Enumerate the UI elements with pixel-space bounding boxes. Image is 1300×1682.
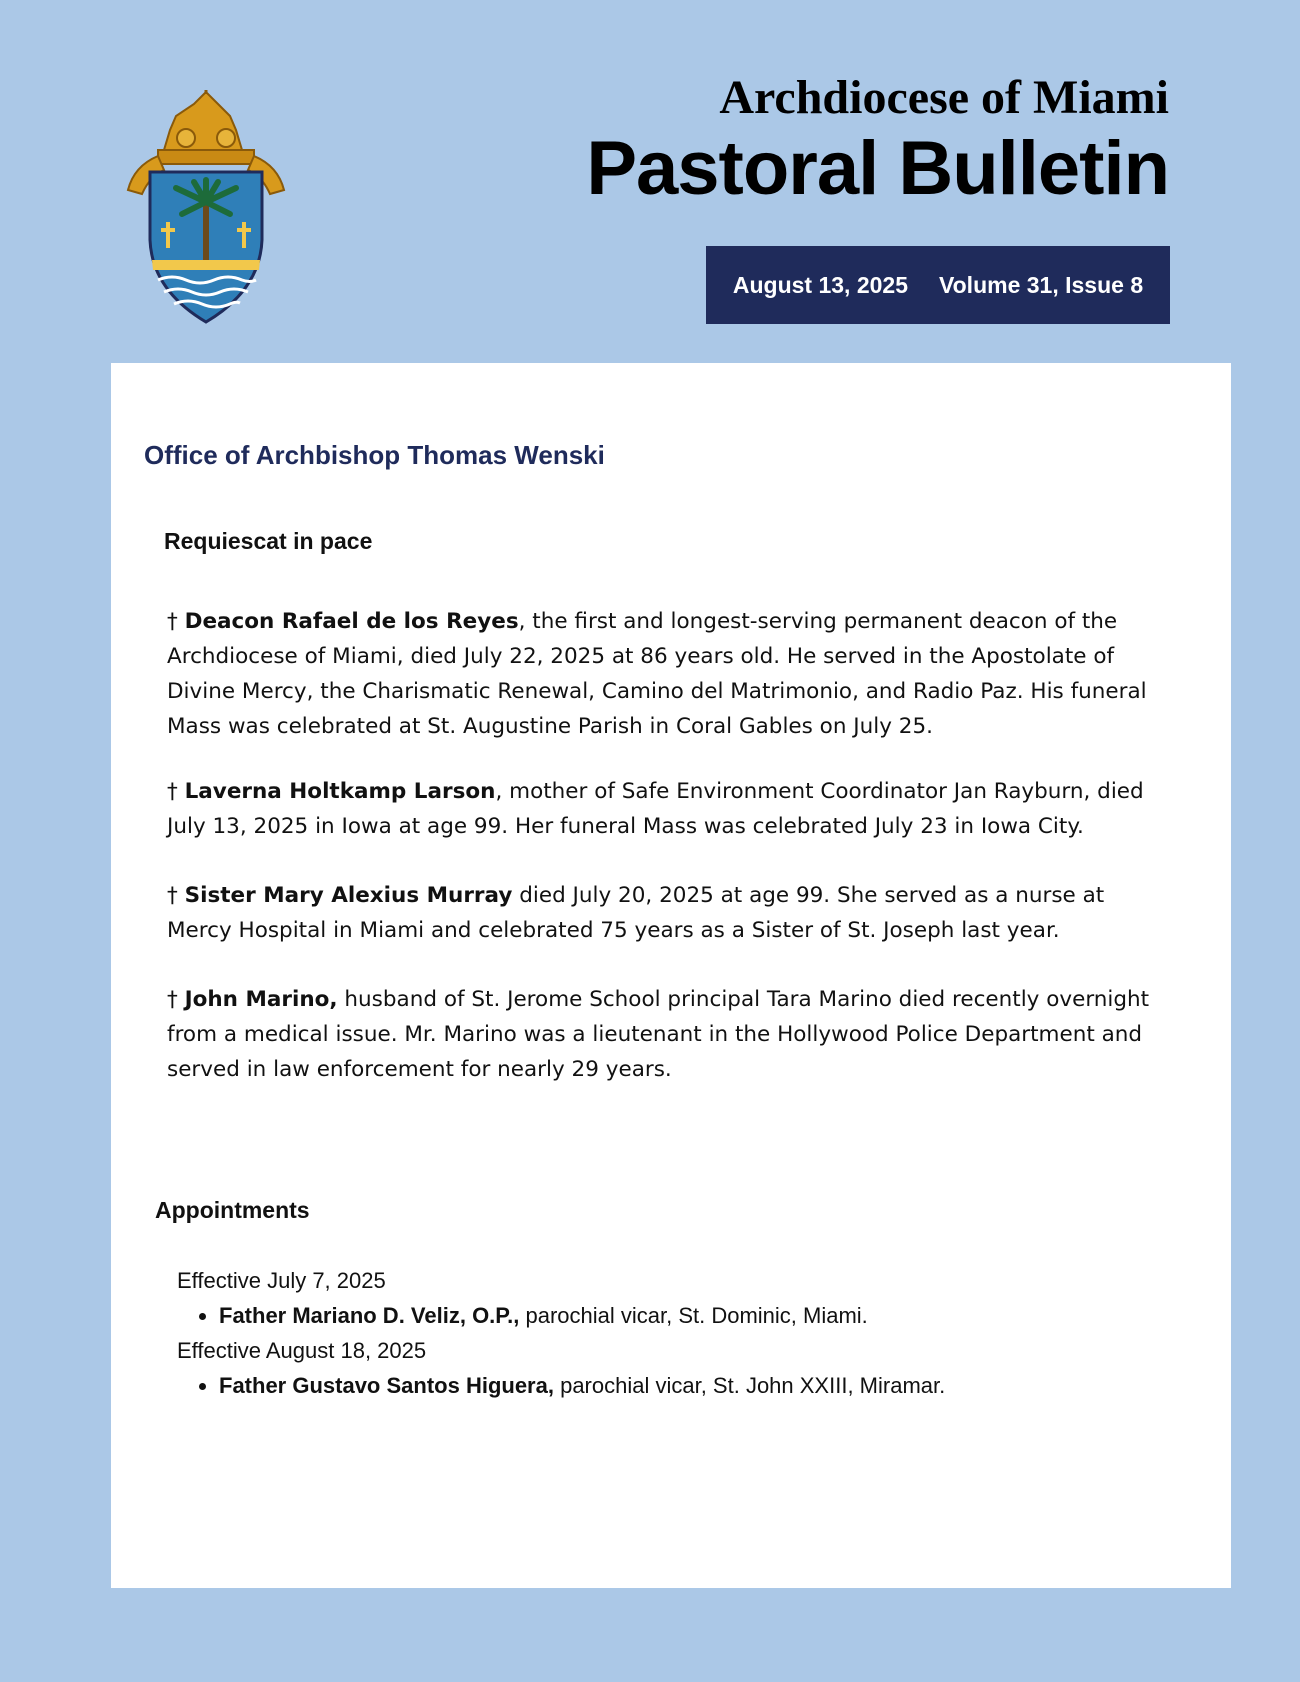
requiescat-heading: Requiescat in pace: [164, 528, 373, 554]
obituary-text: , the first and longest-serving permanent deacon of the Archdiocese of Miami, died July 22, 2025 at 86 years old. He served in the Apostolate of Divine Mercy, the Charismatic Renewal, Camino del Matrimonio, and Radio Paz. His funeral Mass was celebrated at St. Augustine Parish in Coral Gables on July 25.: [167, 609, 1147, 739]
issue-info-bar: [706, 246, 1170, 324]
appointment-bullets: [177, 1298, 1077, 1333]
obituary-text: husband of St. Jerome School principal Tara Marino died recently overnight from a medical issue. Mr. Marino was a lieutenant in the Hollywood Police Department and served in law enforcement for nearly 29 years.: [167, 987, 1150, 1082]
appointments-heading: Appointments: [155, 1197, 310, 1223]
appointee-name: Father Mariano D. Veliz, O.P.,: [219, 1303, 520, 1328]
masthead: [586, 72, 1169, 210]
publication-title: Pastoral Bulletin: [586, 126, 1169, 211]
obituary-name: John Marino,: [184, 987, 338, 1012]
cross-symbol: †: [167, 987, 178, 1012]
cross-symbol: †: [167, 883, 178, 908]
appointment-text: parochial vicar, St. Dominic, Miami.: [519, 1303, 868, 1328]
appointment-item: [219, 1368, 1077, 1403]
appointment-item: [219, 1298, 1077, 1333]
volume-issue: Volume 31, Issue 8: [939, 271, 1144, 298]
obituary-entry: [167, 774, 1167, 844]
obituary-name: Deacon Rafael de los Reyes: [184, 609, 519, 634]
issue-date: August 13, 2025: [732, 271, 908, 298]
obituary-entry: [167, 604, 1167, 744]
cross-symbol: †: [167, 609, 178, 634]
effective-date: Effective July 7, 2025: [177, 1268, 386, 1293]
obituary-entry: [167, 982, 1167, 1087]
obituary-name: Laverna Holtkamp Larson: [184, 779, 496, 804]
obituary-text: , mother of Safe Environment Coordinator Jan Rayburn, died July 13, 2025 in Iowa at age 99. Her funeral Mass was celebrated July 23 in Iowa City.: [167, 779, 1144, 839]
obituary-text: died July 20, 2025 at age 99. She served as a nurse at Mercy Hospital in Miami and celebrated 75 years as a Sister of St. Joseph last year.: [167, 883, 1105, 943]
appointments-list: [177, 1263, 1077, 1403]
office-heading: Office of Archbishop Thomas Wenski: [144, 440, 605, 470]
archdiocese-crest-icon: [124, 90, 288, 326]
appointment-text: parochial vicar, St. John XXIII, Miramar.: [553, 1373, 946, 1398]
effective-date: Effective August 18, 2025: [177, 1338, 427, 1363]
organization-name: Archdiocese of Miami: [719, 71, 1169, 124]
obituary-name: Sister Mary Alexius Murray: [184, 883, 513, 908]
appointment-bullets: [177, 1368, 1077, 1403]
cross-symbol: †: [167, 779, 178, 804]
content-panel: [111, 363, 1231, 1588]
appointee-name: Father Gustavo Santos Higuera,: [219, 1373, 554, 1398]
obituary-entry: [167, 878, 1167, 948]
